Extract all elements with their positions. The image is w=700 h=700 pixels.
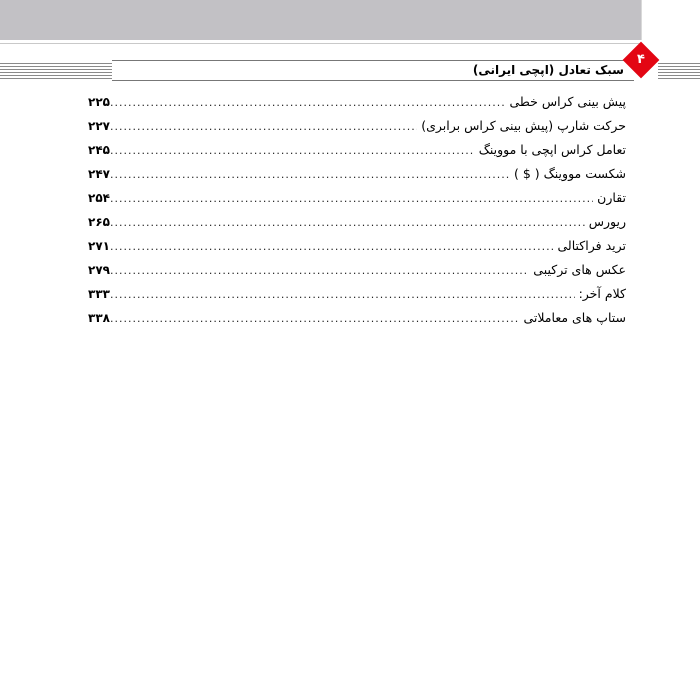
toc-entry [88, 92, 626, 116]
toc-entry [88, 260, 626, 284]
header-band [0, 0, 641, 40]
toc-entry-page: ۳۳۸ [88, 311, 110, 325]
toc-entry-page: ۲۷۹ [88, 263, 110, 277]
toc-entry-title: کلام آخر: [578, 286, 626, 301]
toc-leader-dots [110, 117, 417, 137]
toc-entry-title: ستاپ های معاملاتی [523, 310, 626, 325]
table-of-contents [88, 92, 626, 332]
toc-entry-page: ۲۵۴ [88, 191, 110, 205]
toc-entry-page: ۲۲۵ [88, 95, 110, 109]
chapter-number: ۴ [637, 52, 645, 67]
toc-entry [88, 188, 626, 212]
toc-entry [88, 116, 626, 140]
toc-entry-title: ترید فراکتالی [557, 238, 626, 253]
toc-entry-page: ۲۷۱ [88, 239, 110, 253]
toc-entry-title: ریورس [588, 214, 626, 229]
decorative-stripes-left [0, 61, 112, 79]
toc-entry-page: ۲۲۷ [88, 119, 110, 133]
toc-entry-title: شکست مووینگ ( $ ) [513, 166, 626, 181]
toc-entry-page: ۳۳۳ [88, 287, 110, 301]
toc-leader-dots [110, 285, 575, 305]
toc-leader-dots [110, 261, 529, 281]
toc-entry-page: ۲۴۷ [88, 167, 110, 181]
header-divider [0, 43, 641, 44]
toc-leader-dots [110, 237, 554, 257]
toc-leader-dots [110, 309, 519, 329]
toc-entry-title: پیش بینی کراس خطی [509, 94, 626, 109]
toc-entry [88, 164, 626, 188]
toc-entry [88, 140, 626, 164]
toc-entry-title: تعامل کراس اپچی با مووینگ [478, 142, 626, 157]
toc-entry [88, 308, 626, 332]
toc-leader-dots [110, 213, 585, 233]
toc-entry [88, 284, 626, 308]
toc-entry-page: ۲۴۵ [88, 143, 110, 157]
toc-entry-page: ۲۶۵ [88, 215, 110, 229]
toc-entry [88, 212, 626, 236]
toc-entry-title: حرکت شارپ (پیش بینی کراس برابری) [421, 118, 626, 133]
toc-leader-dots [110, 189, 593, 209]
toc-leader-dots [110, 93, 505, 113]
header-band-corner [641, 0, 700, 40]
toc-entry-title: عکس های ترکیبی [533, 262, 626, 277]
chapter-title: سبک تعادل (اپچی ایرانی) [472, 63, 624, 77]
toc-entry-title: تقارن [597, 190, 626, 205]
toc-leader-dots [110, 141, 475, 161]
decorative-stripes-right [658, 61, 700, 79]
toc-leader-dots [110, 165, 510, 185]
toc-entry [88, 236, 626, 260]
